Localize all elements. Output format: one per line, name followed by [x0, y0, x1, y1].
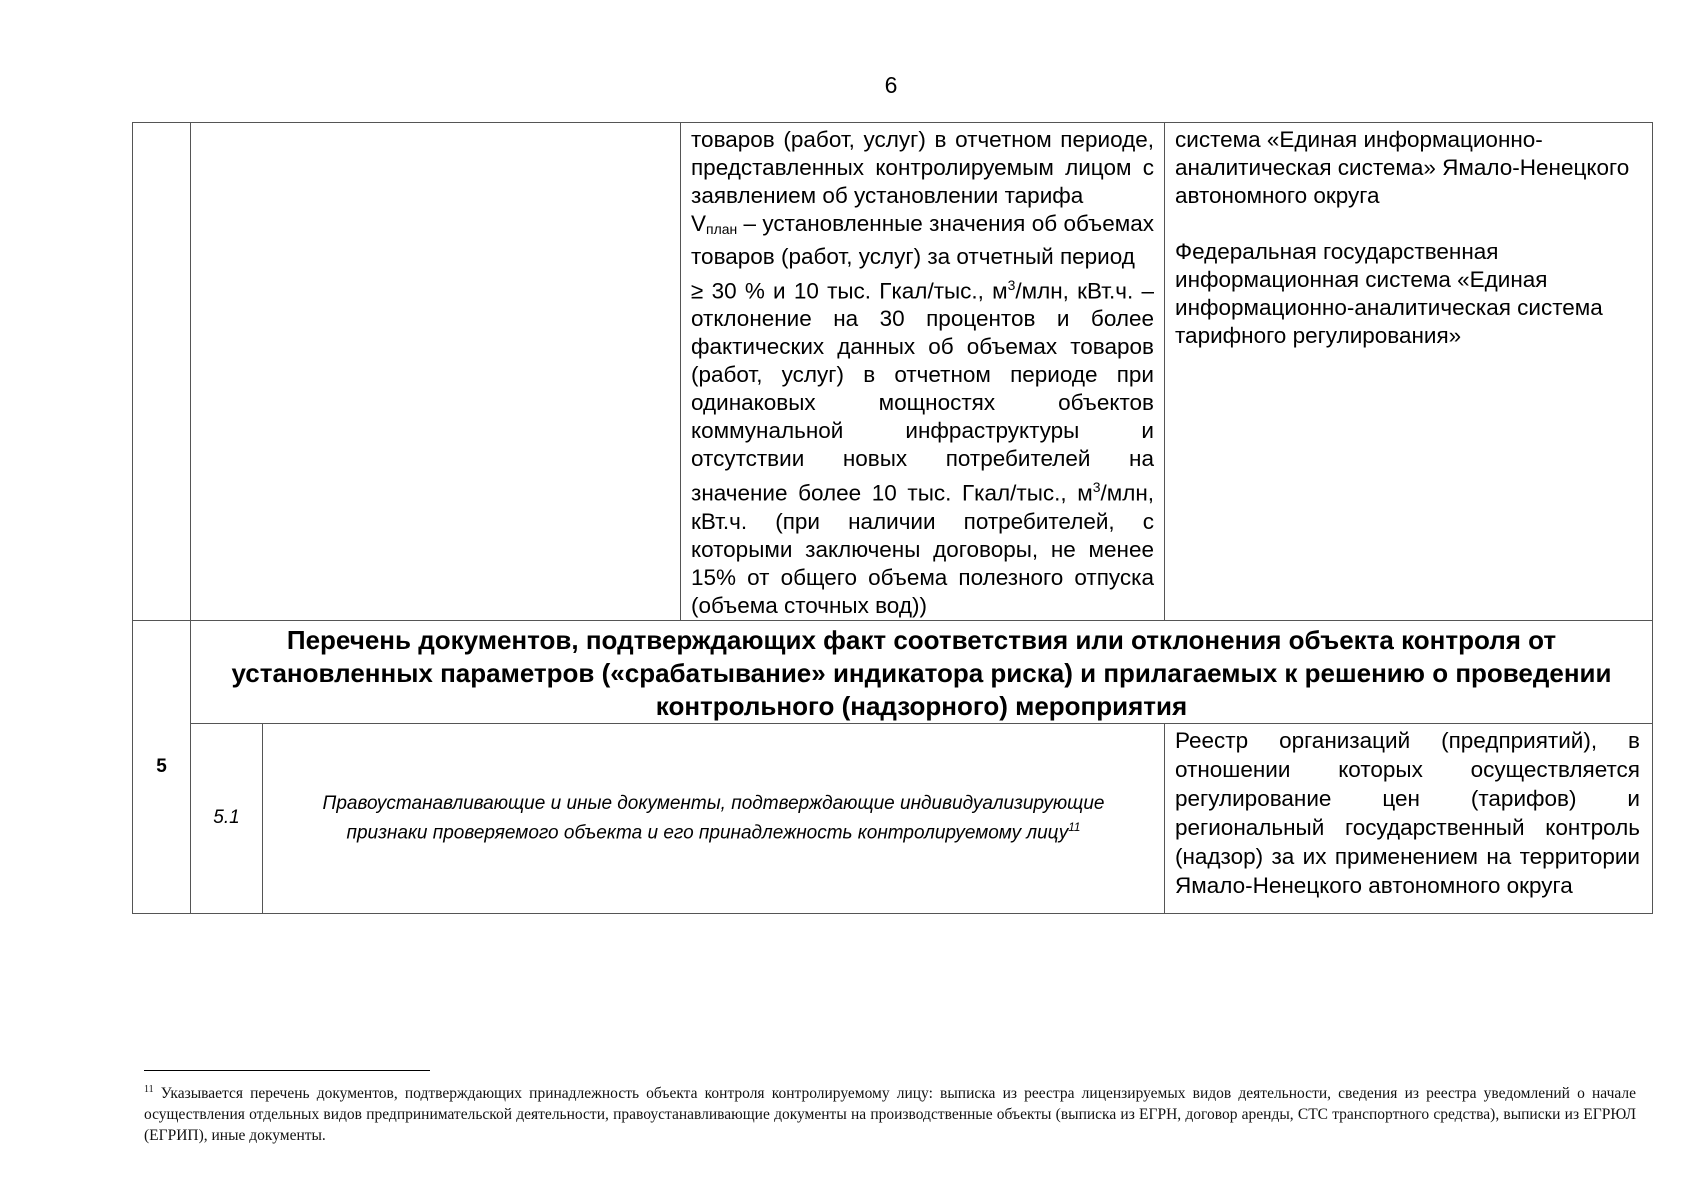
condition-cell — [681, 123, 1165, 621]
empty-indicator-cell — [191, 123, 681, 621]
footnote-ref: 11 — [1068, 820, 1081, 834]
sub-number: 5.1 — [191, 723, 263, 913]
condition-text-3b: /млн, кВт.ч. – отклонение на 30 процентов и более фактических данных об объемах товаров (работ, услуг) в отчетном периоде при одинаковых мощностях объектов коммунальной инфраструктуры и отсутствии новых потребителей на значение более 10 тыс. Гкал/тыс., м — [691, 278, 1154, 506]
condition-text-3c: /млн, кВт.ч. (при наличии потребителей, с которыми заключены договоры, не менее 15% от общего объема полезного отпуска (объема сточных вод)) — [691, 480, 1154, 618]
condition-text-2: – установленные значения об объемах товаров (работ, услуг) за отчетный период — [691, 211, 1154, 269]
footnote — [144, 1079, 1636, 1146]
condition-text-3a: ≥ 30 % и 10 тыс. Гкал/тыс., м — [691, 278, 1008, 304]
source-item: система «Единая информационно-аналитическая система» Ямало-Ненецкого автономного округа — [1175, 127, 1630, 208]
superscript-3: 3 — [1092, 479, 1101, 496]
superscript-3: 3 — [1007, 276, 1016, 293]
table-row-5-1 — [133, 723, 1653, 913]
registry-cell: Реестр организаций (предприятий), в отношении которых осуществляется регулирование цен (тарифов) и региональный государственный контроль (надзор) за их применением на территории Ямало-Ненецкого автономного округа — [1165, 723, 1653, 913]
sources-cell — [1165, 123, 1653, 621]
section-heading-row — [133, 620, 1653, 723]
footnote-mark: 11 — [144, 1084, 154, 1095]
page-number: 6 — [884, 72, 898, 98]
condition-text-1: товаров (работ, услуг) в отчетном периоде, представленных контролируемым лицом с заявлением об установлении тарифа — [691, 127, 1154, 208]
v-plan-symbol: $V_{план}$ — [691, 211, 738, 237]
source-item: Федеральная государственная информационная система «Единая информационно-аналитическая система тарифного регулирования» — [1175, 239, 1603, 348]
table-row-continuation — [133, 123, 1653, 621]
footnote-text: Указывается перечень документов, подтверждающих принадлежность объекта контроля контролируемому лицу: выписка из реестра лицензируемых видов деятельности, сведения из реестра уведомлений о начале осуществления отдельных видов предпринимательской деятельности, правоустанавливающие документы на производственные объекты (выписка из ЕГРН, договор аренды, СТС транспортного средства), выписки из ЕГРЮЛ (ЕГРИП), иные документы. — [144, 1085, 1636, 1145]
section-number: 5 — [133, 620, 191, 913]
document-cell — [263, 723, 1165, 913]
section-heading: Перечень документов, подтверждающих факт соответствия или отклонения объекта контроля от установленных параметров («срабатывание» индикатора риска) и прилагаемых к решению о проведении контрольного (надзорного) мероприятия — [191, 620, 1653, 723]
empty-number-cell — [133, 123, 191, 621]
document-text: Правоустанавливающие и иные документы, подтверждающие индивидуализирующие признаки проверяемого объекта и его принадлежность контролируемому лицу — [322, 792, 1105, 843]
footnote-separator — [144, 1070, 430, 1071]
risk-indicator-table — [132, 122, 1653, 914]
